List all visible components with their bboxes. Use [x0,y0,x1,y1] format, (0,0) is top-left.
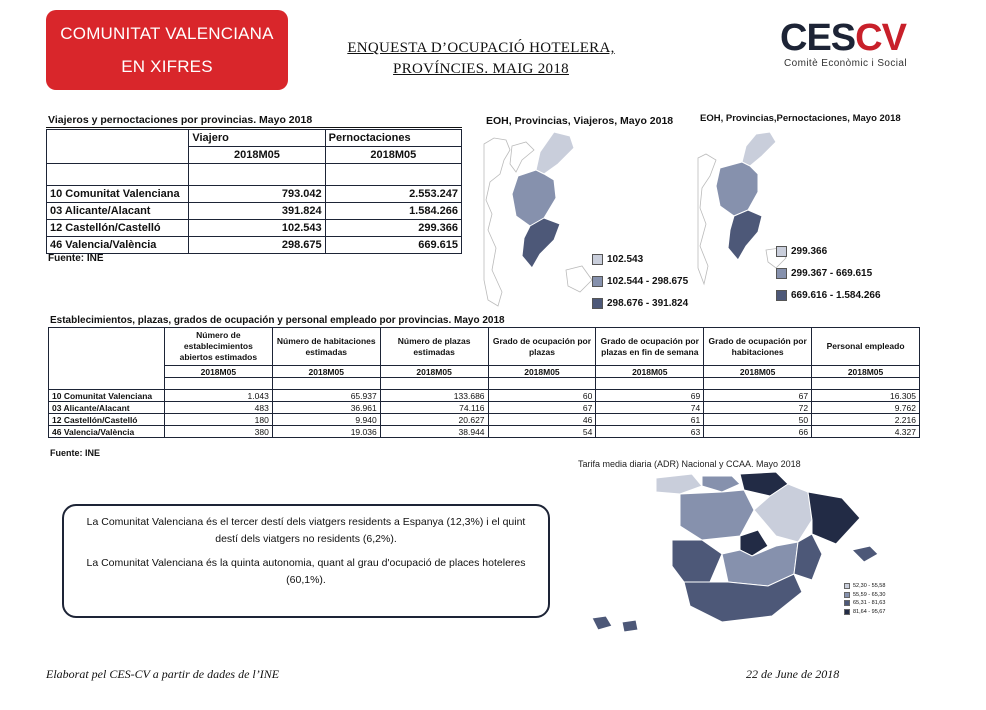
table1-source: Fuente: INE [48,253,104,264]
cell: 54 [488,426,596,438]
document-title [336,38,626,80]
footer-date: 22 de June de 2018 [746,667,840,681]
map-castellon [742,132,776,166]
cell: 46 [488,414,596,426]
cell: 74 [596,402,704,414]
table2-period: 2018M05 [380,366,488,378]
table2-source: Fuente: INE [50,448,101,458]
table1-gap [47,164,189,186]
table1-header-pernoctaciones: Pernoctaciones [325,130,461,147]
table2-period: 2018M05 [272,366,380,378]
row-label: 46 Valencia/València [47,237,189,254]
cell: 65.937 [272,390,380,402]
row-label: 10 Comunitat Valenciana [49,390,165,402]
row-label: 03 Alicante/Alacant [49,402,165,414]
map-region-cataluna [808,492,860,544]
cell: 50 [704,414,812,426]
table-row [47,203,462,220]
table2-header: Personal empleado [812,328,920,366]
legend-entry: 81,64 - 95,67 [853,608,886,615]
cell: 1.043 [164,390,272,402]
map-spain-title: Tarifa media diaria (ADR) Nacional y CCAA. Mayo 2018 [578,459,801,469]
cell: 380 [164,426,272,438]
cell-viajeros: 391.824 [189,203,325,220]
legend-entry: 102.543 [607,253,644,265]
cell-pernoctaciones: 669.615 [325,237,461,254]
cell: 61 [596,414,704,426]
map-viajeros-title: EOH, Provincias, Viajeros, Mayo 2018 [486,115,674,127]
logo-subtitle: Comitè Econòmic i Social [784,58,907,69]
cell: 72 [704,402,812,414]
cell-pernoctaciones: 299.366 [325,220,461,237]
table2 [48,327,920,438]
badge-line-1: COMUNITAT VALENCIANA [60,24,274,43]
legend-entry: 52,30 - 55,58 [853,583,886,589]
map-viajeros-legend [592,248,688,314]
cell: 180 [164,414,272,426]
cell-pernoctaciones: 2.553.247 [325,186,461,203]
map-alicante [522,218,560,268]
table1-period-2: 2018M05 [325,147,461,164]
map-castellon [536,132,574,174]
table-row [47,220,462,237]
cell: 20.627 [380,414,488,426]
legend-entry: 669.616 - 1.584.266 [791,289,881,301]
table-row [49,390,920,402]
table1-title: Viajeros y pernoctaciones por provincias. Mayo 2018 [48,114,313,126]
map-region-extremadura [672,540,722,582]
table2-title: Establecimientos, plazas, grados de ocupación y personal empleado por provincias. Mayo 2018 [50,315,505,326]
row-label: 12 Castellón/Castelló [47,220,189,237]
map-pernoctaciones-title: EOH, Provincias,Pernoctaciones, Mayo 2018 [700,113,901,124]
table2-header: Grado de ocupación por plazas [488,328,596,366]
cell: 69 [596,390,704,402]
table2-header: Grado de ocupación por plazas en fin de semana [596,328,704,366]
map-pernoctaciones-legend [776,240,881,306]
legend-entry: 298.676 - 391.824 [607,297,689,309]
table-row [49,414,920,426]
logo-mark-cv: CV [855,17,906,59]
document-title-line-1: ENQUESTA D’OCUPACIÓ HOTELERA, [347,40,615,56]
cell: 63 [596,426,704,438]
map-valencia [716,162,758,216]
map-neighbour-west [484,138,510,306]
table-row [49,426,920,438]
header-badge [46,10,288,90]
map-neighbour-south [566,266,592,292]
cell: 60 [488,390,596,402]
map-valencia [512,170,556,226]
note-paragraph-2: La Comunitat Valenciana és la quinta autonomia, quant al grau d'ocupació de places hoteleres (60,1%). [86,557,526,586]
table2-header: Número de establecimientos abiertos estimados [164,328,272,366]
row-label: 10 Comunitat Valenciana [47,186,189,203]
cell-viajeros: 102.543 [189,220,325,237]
cell-pernoctaciones: 1.584.266 [325,203,461,220]
table2-header: Grado de ocupación por habitaciones [704,328,812,366]
cell: 74.116 [380,402,488,414]
cell: 133.686 [380,390,488,402]
table2-corner [49,328,165,390]
logo-mark-ces: CES [780,17,856,59]
table1-period-1: 2018M05 [189,147,325,164]
table2-period: 2018M05 [812,366,920,378]
table1-rule [46,127,462,128]
legend-entry: 299.367 - 669.615 [791,267,873,279]
row-label: 03 Alicante/Alacant [47,203,189,220]
legend-entry: 102.544 - 298.675 [607,275,689,287]
map-spain-legend [844,582,885,616]
cell: 4.327 [812,426,920,438]
note-paragraph-1: La Comunitat Valenciana és el tercer destí dels viatgers residents a Espanya (12,3%) i el quint destí dels viatgers no residents (6,2%). [86,516,526,545]
map-alicante [728,210,762,260]
table2-header: Número de habitaciones estimadas [272,328,380,366]
cell: 66 [704,426,812,438]
cell: 67 [704,390,812,402]
table1-corner [47,130,189,164]
legend-entry: 55,59 - 65,30 [853,591,886,598]
table-row [47,237,462,254]
cescv-logo [780,18,910,78]
map-neighbour-north [510,142,534,172]
table-row [49,402,920,414]
row-label: 12 Castellón/Castelló [49,414,165,426]
legend-entry: 299.366 [791,245,828,257]
cell: 38.944 [380,426,488,438]
map-region-castilla-leon [680,490,754,540]
cell: 483 [164,402,272,414]
map-region-canarias [592,616,638,632]
table2-header: Número de plazas estimadas [380,328,488,366]
table-row [47,186,462,203]
cell-viajeros: 298.675 [189,237,325,254]
table1 [46,129,462,254]
cell: 36.961 [272,402,380,414]
map-spain [572,470,892,642]
summary-note [62,504,550,618]
map-region-galicia-asturias [656,474,702,494]
cell: 9.762 [812,402,920,414]
table1-header-viajero: Viajero [189,130,325,147]
cell: 67 [488,402,596,414]
cell: 2.216 [812,414,920,426]
legend-entry: 65,31 - 81,63 [853,600,886,606]
map-region-baleares [852,546,878,562]
footer-credit: Elaborat pel CES-CV a partir de dades de l’INE [46,667,280,681]
table2-period: 2018M05 [596,366,704,378]
cell: 19.036 [272,426,380,438]
badge-line-2: EN XIFRES [121,57,213,76]
map-region-cantabria [702,476,740,492]
cell-viajeros: 793.042 [189,186,325,203]
document-title-line-2: PROVÍNCIES. MAIG 2018 [393,61,569,77]
map-neighbour-west [698,154,716,284]
table2-period: 2018M05 [164,366,272,378]
table2-period: 2018M05 [488,366,596,378]
table2-period: 2018M05 [704,366,812,378]
row-label: 46 Valencia/València [49,426,165,438]
cell: 16.305 [812,390,920,402]
cell: 9.940 [272,414,380,426]
